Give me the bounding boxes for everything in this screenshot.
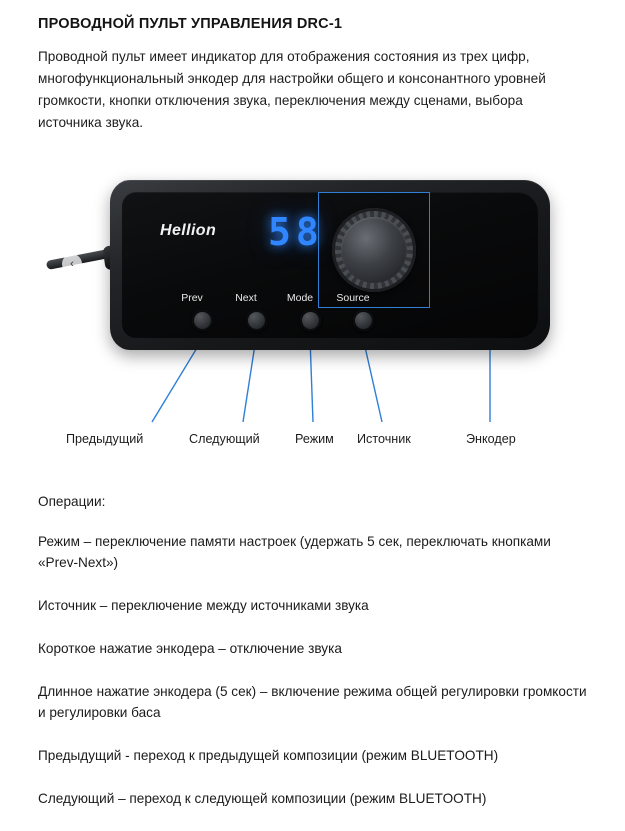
operations-item: Следующий – переход к следующей композиции (режим BLUETOOTH) <box>38 791 487 806</box>
intro-paragraph: Проводной пульт имеет индикатор для отображения состояния из трех цифр, многофункциональный энкодер для настройки общего и консонантного уровней громкости, кнопки отключения звука, переключения между сценами, выбора источника звука. <box>38 49 546 130</box>
callout-label-next: Следующий <box>189 432 260 446</box>
operations-heading: Операции: <box>38 494 106 509</box>
next-button-label: Next <box>235 292 257 304</box>
callout-label-encoder: Энкодер <box>466 432 516 446</box>
brand-logo: Hellion <box>160 222 217 239</box>
source-button[interactable] <box>353 310 374 331</box>
encoder-knob-inner <box>341 217 407 283</box>
page-title: ПРОВОДНОЙ ПУЛЬТ УПРАВЛЕНИЯ DRC-1 <box>38 16 343 32</box>
next-button[interactable] <box>246 310 267 331</box>
prev-button-label: Prev <box>181 292 203 304</box>
operations-item: Источник – переключение между источниками звука <box>38 598 369 613</box>
display-value: 58 <box>268 210 324 254</box>
mode-button[interactable] <box>300 310 321 331</box>
encoder-knob[interactable] <box>332 208 416 292</box>
operations-item: Режим – переключение памяти настроек (удержать 5 сек, переключать кнопками «Prev-Next») <box>38 534 551 570</box>
callout-label-mode: Режим <box>295 432 334 446</box>
mode-button-label: Mode <box>286 292 314 304</box>
operations-section <box>38 494 593 831</box>
callout-label-prev: Предыдущий <box>66 432 144 446</box>
operations-item: Короткое нажатие энкодера – отключение звука <box>38 641 342 656</box>
chevron-left-icon[interactable]: ‹ <box>62 254 82 274</box>
source-button-label: Source <box>336 292 370 304</box>
device-figure <box>0 150 625 470</box>
operations-item: Длинное нажатие энкодера (5 сек) – включение режима общей регулировки громкости и регулировки баса <box>38 684 587 720</box>
operations-item: Предыдущий - переход к предыдущей композиции (режим BLUETOOTH) <box>38 748 499 763</box>
callout-label-source: Источник <box>357 432 411 446</box>
prev-button[interactable] <box>192 310 213 331</box>
